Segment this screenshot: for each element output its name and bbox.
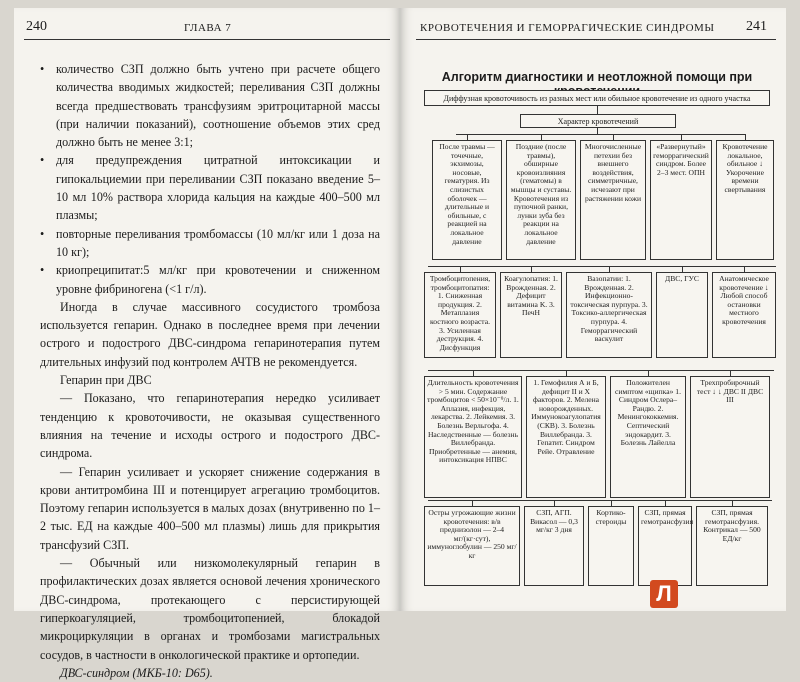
flow-box: 1. Гемофилия А и Б, дефицит II и X факторов. 2. Мелена новорожденных. Иммунокоагулопатия (СКВ). 3. Болезнь Виллебранда. 3. Гепатит. Синдром Рейе. Отравление: [526, 376, 606, 498]
connector: [648, 370, 649, 376]
flow-box: Вазопатии: 1. Врожденная. 2. Инфекционно-токсическая пурпура. 3. Токсико-аллергическая пурпура. 4. Геморрагический васкулит: [566, 272, 652, 358]
flow-box: Тромбоцитопения, тромбоцитопатия: 1. Сниженная продукция. 2. Метаплазия костного возраста. 3. Усиленная деструкция. 4. Дисфункция: [424, 272, 496, 358]
bullet-icon: •: [40, 62, 45, 76]
connector: [745, 134, 746, 140]
connector: [428, 266, 776, 267]
algorithm-title: Алгоритм диагностики и неотложной помощи при: [441, 70, 753, 84]
connector: [730, 370, 731, 376]
connector: [428, 370, 774, 371]
flow-box: Трехпробирочный тест ↓ ↓ ДВС II ДВС III: [690, 376, 770, 498]
flow-box: Коагулопатия: 1. Врожденная. 2. Дефицит витамина K. 3. ПечН: [500, 272, 562, 358]
flow-box: СЗП, прямая гемотрансфузия: [638, 506, 692, 586]
flow-box: Остры угрожающие жизни кровотечения: в/в преднизолон — 2–4 мг/(кг·сут), иммуноглобулин — 250 мг/кг: [424, 506, 520, 586]
flow-top-box: Диффузная кровоточивость из разных мест или обильное кровотечение из одного участка: [424, 90, 770, 106]
connector: [597, 106, 598, 114]
connector: [541, 134, 542, 140]
bullet-text: криопреципитат:5 мл/кг при кровотечении и сниженном уровне фибриногена (<1 г/л).: [56, 263, 380, 296]
right-page: [400, 8, 786, 611]
bullet-paragraph: [40, 261, 380, 298]
bullet-text: повторные переливания тромбомассы (10 мл/кг или 1 доза на 10 кг);: [56, 226, 380, 259]
flow-box: Кровотечение локальное, обильное ↓ Укорочение времени свертывания: [716, 140, 774, 260]
flow-box: ДВС, ГУС: [656, 272, 708, 358]
page-number-right: 241: [746, 19, 767, 34]
page-number-left: 240: [26, 19, 47, 34]
connector: [428, 500, 772, 501]
running-head: КРОВОТЕЧЕНИЯ И ГЕМОРРАГИЧЕСКИЕ СИНДРОМЫ: [420, 22, 715, 34]
left-page: [14, 8, 400, 680]
flow-box: Кортико-стероиды: [588, 506, 634, 586]
text-paragraph: — Гепарин усиливает и ускоряет снижение содержания в крови антитромбина III и потенцирует агрегацию тромбоцитов. Поэтому гепарин используется в малых дозах (внутривенно по 1–2 тыс. ЕД на каждые 400–500 мл плазмы) лишь для прикрытия трансфузий СЗП.: [40, 464, 381, 552]
connector: [456, 134, 746, 135]
bullet-text: количество СЗП должно быть учтено при расчете общего количества вводимых жидкостей; переливания СЗП должны всегда предшествовать трансфузиям эритроцитарной массы (при наличии показаний), соотношение объемов этих сред должно быть не менее 3:1;: [56, 62, 380, 150]
text-paragraph: Иногда в случае массивного сосудистого тромбоза используется гепарин. Однако в последнее время при лечении острого и подострого ДВС-синдрома гепаринотерапия путем длительных инфузий под контролем АЧТВ не рекомендуется.: [40, 299, 380, 369]
flow-box: Поздние (после травмы), обширные кровоизлияния (гематомы) в мышцы и суставы. Кровотечения из пупочной ранки, лунки зуба без реакции на локальное давление: [506, 140, 576, 260]
flow-box: СЗП, АГП. Викасол — 0,3 мг/кг 3 дня: [524, 506, 584, 586]
connector: [472, 500, 473, 506]
text-paragraph: ДВС-синдром (МКБ-10: D65).: [60, 665, 213, 680]
connector: [613, 134, 614, 140]
bullet-paragraph: [40, 151, 380, 224]
flow-second-box: Характер кровотечений: [520, 114, 676, 128]
bullet-text: для предупреждения цитратной интоксикации и гипокальциемии при переливании СЗП показано введение 5–10 мл 10% раствора хлорида кальция на каждые 400–500 мл плазмы;: [56, 153, 380, 223]
flow-box: Длительность кровотечения > 5 мин. Содержание тромбоцитов < 50×10⁻⁹/л. 1. Аплазия, инфекция, лекарства. 2. Лейкемия. 3. Болезнь Верльгофа. 4. Наследственные — болезнь Виллебранда. Приобретенные — анемия, интоксикация НПВС: [424, 376, 522, 498]
connector: [681, 134, 682, 140]
publisher-logo: Л: [650, 580, 678, 608]
text-paragraph: Гепарин при ДВС: [60, 373, 152, 388]
flow-box: «Развернутый» геморрагический синдром. Более 2–3 мест. ОПН: [650, 140, 712, 260]
bullet-icon: •: [40, 153, 45, 168]
connector: [566, 370, 567, 376]
header-rule: [24, 39, 390, 40]
bullet-icon: •: [40, 226, 45, 241]
connector: [665, 500, 666, 506]
text-paragraph: — Показано, что гепаринотерапия нередко усиливает тенденцию к кровоточивости, не оказывая существенного влияния на течение и исходы острого и подострого ДВС-синдрома.: [40, 391, 380, 461]
connector: [732, 500, 733, 506]
bullet-paragraph: [40, 225, 380, 262]
connector: [467, 134, 468, 140]
bullet-paragraph: [40, 60, 380, 151]
connector: [473, 370, 474, 376]
flow-box: Многочисленные петехии без внешнего воздействия, симметричные, исчезают при растяжении кожи: [580, 140, 646, 260]
connector: [611, 500, 612, 506]
flow-box: Положителен симптом «щипка» 1. Синдром Ослера–Рандю. 2. Менингококкемия. Септический эндокардит. 3. Болезнь Лайелла: [610, 376, 686, 498]
connector: [554, 500, 555, 506]
bullet-icon: •: [40, 263, 45, 278]
chapter-label: ГЛАВА 7: [184, 22, 232, 34]
flow-box: Анатомическое кровотечение ↓ Любой способ остановки местного кровотечения: [712, 272, 776, 358]
flow-box: СЗП, прямая гемотрансфузия. Контрикал — 500 ЕД/кг: [696, 506, 768, 586]
header-rule: [416, 39, 776, 40]
text-paragraph: — Обычный или низкомолекулярный гепарин в профилактических дозах является основой лечения хронического ДВС-синдрома, протекающего с персистирующей гиперкоагуляцией, тромбоцитопенией, блокадой микроциркуляции в органах и тромбозами магистральных сосудов, в частности в онкологической практике и ортопедии.: [40, 556, 380, 662]
flow-box: После травмы — точечные, экхимозы, носовые, гематурия. Из слизистых оболочек — длительные и обильные, с реакцией на локальное давление: [432, 140, 502, 260]
left-body-text: [40, 60, 380, 682]
